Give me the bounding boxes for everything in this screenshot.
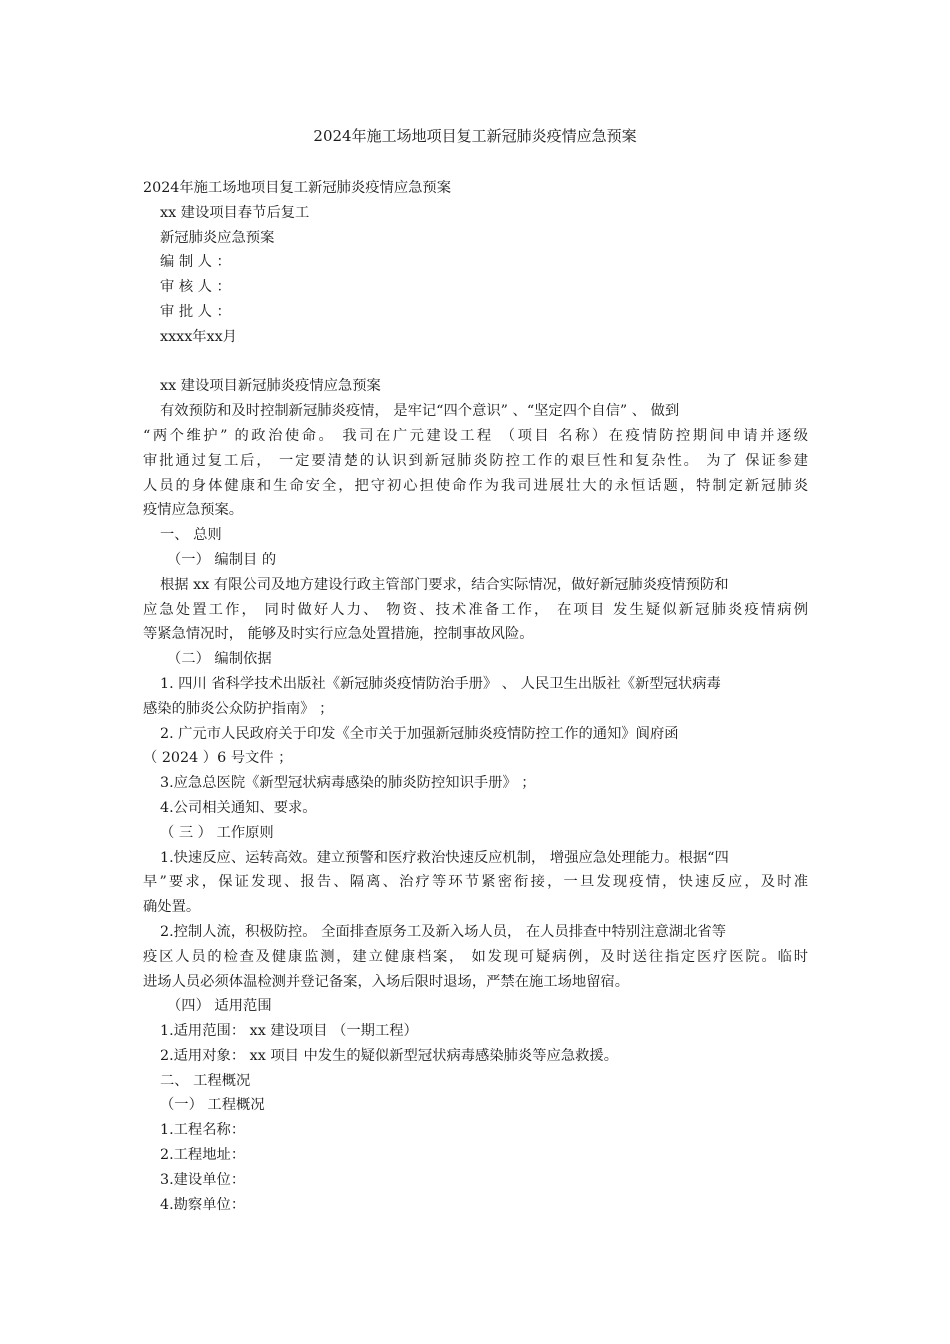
principle-1-line: 早”要求，保证发现、报告、隔离、治疗等环节紧密衔接，一旦发现疫情，快速反应，及时准: [143, 874, 808, 891]
basis-item-2-cont: （ 2024 ）6 号文件 ；: [143, 750, 293, 767]
basis-item-1-cont: 感染的肺炎公众防护指南》 ；: [143, 700, 334, 717]
scope-item-2: 2.适用对象： xx 项目 中发生的疑似新型冠状病毒感染肺炎等应急救援。: [160, 1047, 619, 1064]
section-2-heading: 二、 工程概况: [160, 1072, 251, 1089]
section-1-3-heading: （ 三 ） 工作原则: [160, 824, 274, 841]
intro-line: “两个维护” 的政治使命。 我司在广元建设工程 （项目 名称）在疫情防控期间申请并逐级: [143, 427, 808, 444]
section-2-1-heading: （一） 工程概况: [160, 1097, 265, 1114]
paragraph-line: 等紧急情况时， 能够及时实行应急处置措施，控制事故风险。: [143, 626, 534, 643]
paragraph-line: 应急处置工作， 同时做好人力、 物资、技术准备工作， 在项目 发生疑似新冠肺炎疫情病例: [143, 601, 808, 618]
document-title: 2024年施工场地项目复工新冠肺炎疫情应急预案: [313, 127, 637, 145]
overview-item: 4.勘察单位：: [160, 1196, 246, 1213]
principle-1-line: 1.快速反应、运转高效。建立预警和医疗救治快速反应机制， 增强应急处理能力。根据“四: [160, 849, 729, 866]
cover-editor: 编 制 人 ：: [160, 254, 231, 271]
intro-line: 审批通过复工后， 一定要清楚的认识到新冠肺炎防控工作的艰巨性和复杂性。 为了 保证参建: [143, 452, 808, 469]
cover-approver: 审 批 人 ：: [160, 303, 231, 320]
section-1-heading: 一、 总则: [160, 527, 222, 544]
cover-date: xxxx年xx月: [160, 328, 237, 345]
intro-line: 有效预防和及时控制新冠肺炎疫情， 是牢记“四个意识” 、“坚定四个自信” 、 做到: [160, 403, 680, 420]
basis-item-4: 4.公司相关通知、要求。: [160, 799, 317, 816]
document-body: [143, 176, 808, 1217]
basis-item-3: 3.应急总医院《新型冠状病毒感染的肺炎防控知识手册》 ；: [160, 775, 536, 792]
cover-line-2: xx 建设项目春节后复工: [160, 204, 310, 221]
cover-reviewer: 审 核 人 ：: [160, 279, 231, 296]
principle-2-line: 疫区人员的检查及健康监测，建立健康档案， 如发现可疑病例，及时送往指定医疗医院。临时: [143, 948, 808, 965]
section-1-4-heading: （四） 适用范围: [167, 998, 272, 1015]
cover-line-3: 新冠肺炎应急预案: [160, 229, 275, 246]
principle-2-line: 2.控制人流，积极防控。 全面排查原务工及新入场人员， 在人员排查中特别注意湖北省等: [160, 923, 727, 940]
intro-line: 人员的身体健康和生命安全，把守初心担使命作为我司进展壮大的永恒话题，特制定新冠肺炎: [143, 477, 808, 494]
scope-item-1: 1.适用范围： xx 建设项目 （一期工程）: [160, 1023, 418, 1040]
intro-line: 疫情应急预案。: [143, 502, 244, 519]
section-1-2-heading: （二） 编制依据: [167, 651, 272, 668]
cover-line-1: 2024年施工场地项目复工新冠肺炎疫情应急预案: [143, 180, 452, 196]
basis-item-1: 1. 四川 省科学技术出版社《新冠肺炎疫情防治手册》 、 人民卫生出版社《新型冠状病毒: [160, 675, 721, 692]
basis-item-2: 2. 广元市人民政府关于印发《全市关于加强新冠肺炎疫情防控工作的通知》阆府函: [160, 725, 679, 742]
principle-2-line: 进场人员必须体温检测并登记备案，入场后限时退场，严禁在施工场地留宿。: [143, 973, 630, 990]
spacer: [143, 350, 808, 375]
overview-item: 3.建设单位：: [160, 1171, 246, 1188]
section-1-1-heading: （一） 编制目 的: [167, 551, 277, 568]
plan-title: xx 建设项目新冠肺炎疫情应急预案: [160, 378, 381, 395]
paragraph-line: 根据 xx 有限公司及地方建设行政主管部门要求，结合实际情况，做好新冠肺炎疫情预防和: [160, 576, 729, 593]
overview-item: 1.工程名称：: [160, 1122, 246, 1139]
principle-1-line: 确处置。: [143, 899, 201, 916]
overview-item: 2.工程地址：: [160, 1147, 246, 1164]
